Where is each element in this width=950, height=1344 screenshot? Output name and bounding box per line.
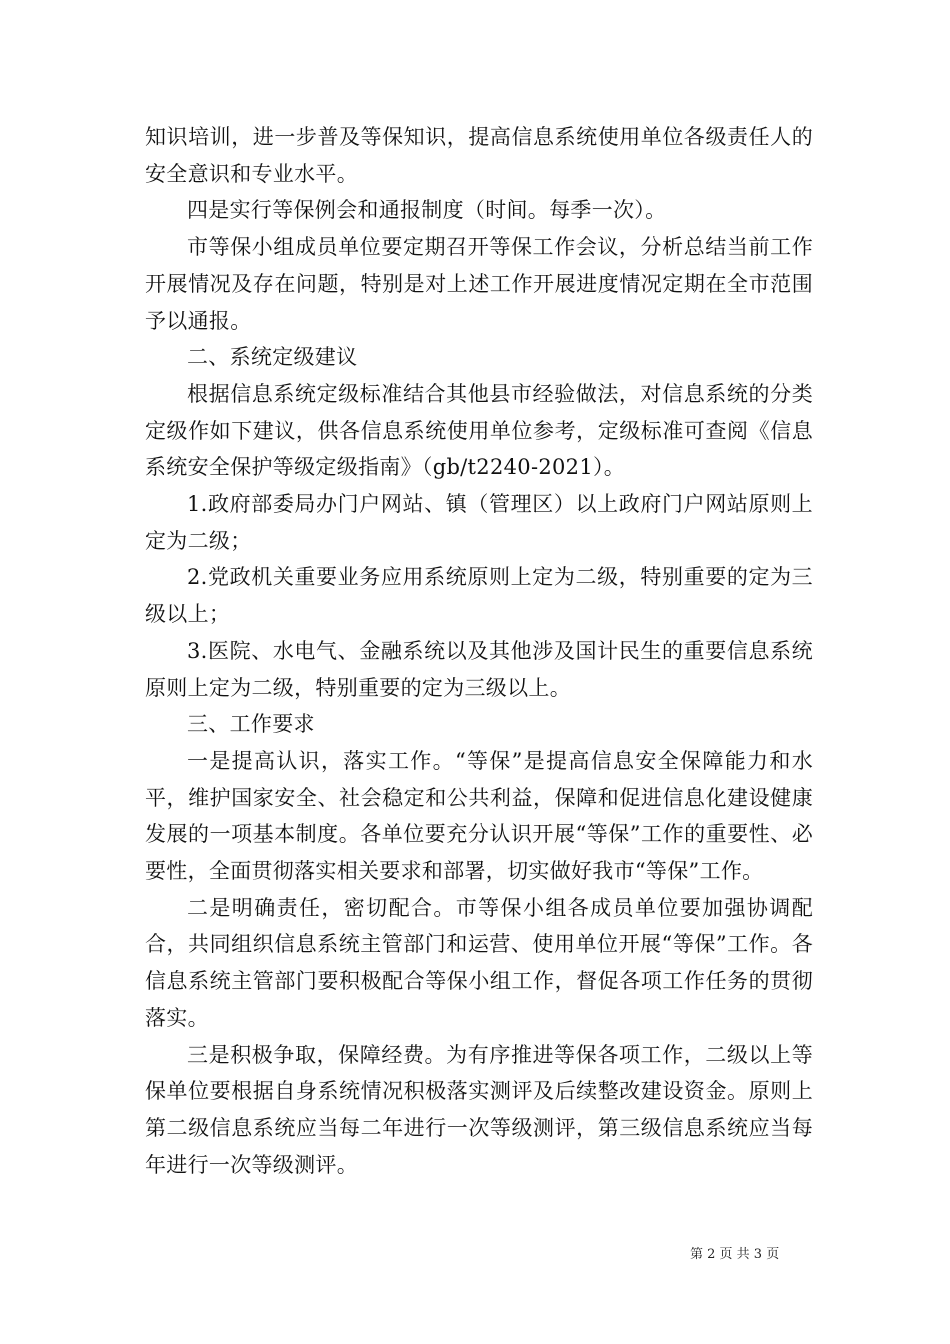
page-number-footer: 第 2 页 共 3 页: [690, 1247, 780, 1262]
list-item-3: 3.医院、水电气、金融系统以及其他涉及国计民生的重要信息系统原则上定为二级，特别重要的定为三级以上。: [145, 638, 813, 700]
paragraph-1: 知识培训，进一步普及等保知识，提高信息系统使用单位各级责任人的安全意识和专业水平。: [145, 125, 813, 186]
document-body: [145, 119, 813, 1183]
paragraph-11: 二是明确责任，密切配合。市等保小组各成员单位要加强协调配合，共同组织信息系统主管部门和运营、使用单位开展“等保”工作。各信息系统主管部门要积极配合等保小组工作，督促各项工作任务的贯彻落实。: [145, 895, 813, 1030]
paragraph-10: 一是提高认识，落实工作。“等保”是提高信息安全保障能力和水平，维护国家安全、社会稳定和公共利益，保障和促进信息化建设健康发展的一项基本制度。各单位要充分认识开展“等保”工作的重要性、必要性，全面贯彻落实相关要求和部署，切实做好我市“等保”工作。: [145, 748, 813, 884]
paragraph-3: 市等保小组成员单位要定期召开等保工作会议，分析总结当前工作开展情况及存在问题，特别是对上述工作开展进度情况定期在全市范围予以通报。: [145, 235, 813, 333]
section-heading-3: 三、工作要求: [187, 712, 315, 737]
list-item-2: 2.党政机关重要业务应用系统原则上定为二级，特别重要的定为三级以上；: [145, 565, 813, 627]
list-item-1: 1.政府部委局办门户网站、镇（管理区）以上政府门户网站原则上定为二级；: [145, 492, 813, 553]
section-heading-2: 二、系统定级建议: [187, 345, 358, 370]
paragraph-12: 三是积极争取，保障经费。为有序推进等保各项工作，二级以上等保单位要根据自身系统情况积极落实测评及后续整改建设资金。原则上第二级信息系统应当每二年进行一次等级测评，第三级信息系统应当每年进行一次等级测评。: [145, 1042, 813, 1177]
paragraph-2: 四是实行等保例会和通报制度（时间。每季一次）。: [187, 198, 667, 223]
paragraph-5: 根据信息系统定级标准结合其他县市经验做法，对信息系统的分类定级作如下建议，供各信息系统使用单位参考，定级标准可查阅《信息系统安全保护等级定级指南》（gb/t2240-2021）。: [145, 381, 813, 480]
